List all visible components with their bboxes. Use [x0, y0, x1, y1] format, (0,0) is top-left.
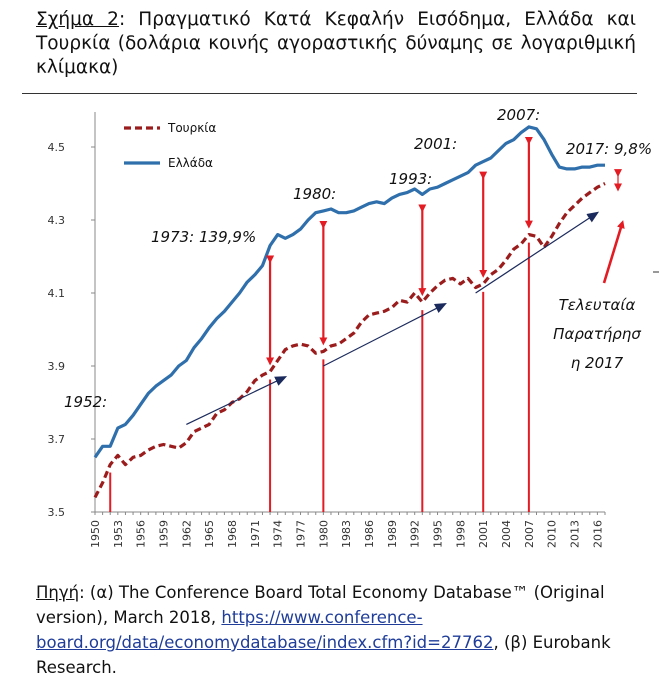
annotation-1952: 1952:	[64, 393, 108, 411]
chart-legend	[124, 121, 216, 170]
x-tick-label: 1959	[157, 520, 171, 548]
x-tick-label: 1995	[431, 520, 445, 548]
x-tick-label: 1992	[408, 520, 422, 548]
x-tick-label: 1968	[226, 520, 240, 548]
source-note	[36, 580, 636, 680]
x-tick-label: 1986	[363, 520, 377, 548]
x-tick-label: 1989	[385, 520, 399, 548]
annotation-1980: 1980:	[293, 185, 337, 203]
y-tick-label: 4.5	[47, 141, 65, 154]
y-tick-label: 3.9	[47, 360, 65, 373]
x-tick-label: 1998	[454, 520, 468, 548]
x-tick-label: 1953	[111, 520, 125, 548]
chart-axes	[48, 112, 606, 548]
chart-annotations	[64, 106, 659, 411]
legend-label-greece: Ελλάδα	[168, 156, 213, 170]
x-tick-label: 1971	[248, 520, 262, 548]
source-link[interactable]: https://www.conference-board.org/data/economydatabase/index.cfm?id=27762	[36, 608, 494, 652]
x-tick-label: 1962	[180, 520, 194, 548]
x-tick-label: 1956	[134, 520, 148, 548]
x-tick-label: 2001	[477, 520, 491, 548]
last-observation-arrow	[604, 224, 622, 283]
source-text-1: : (α) The Conference Board Total Economy Database™ (Original version), March 2018,	[36, 583, 605, 627]
annotation-last-observation-line-1: Τελευταία	[558, 296, 636, 314]
figure-title-prefix: Σχήμα 2	[36, 9, 119, 30]
source-label: Πηγή	[36, 583, 80, 602]
chart-marks	[95, 127, 622, 512]
trend-arrow-2	[323, 304, 445, 366]
x-tick-label: 1983	[340, 520, 354, 548]
x-tick-label: 1950	[89, 520, 102, 548]
annotation-1993: 1993:	[389, 170, 433, 188]
y-tick-label: 3.5	[47, 506, 65, 519]
x-tick-label: 2013	[568, 520, 582, 548]
trend-arrow-3	[476, 213, 598, 293]
annotation-1973: 1973: 139,9%	[151, 228, 257, 246]
legend-label-turkey: Τουρκία	[168, 121, 217, 135]
annotation-2007: 2007:	[497, 106, 541, 124]
x-tick-label: 1965	[203, 520, 217, 548]
x-tick-label: 2004	[500, 520, 514, 548]
annotation-2001: 2001:	[414, 135, 458, 153]
y-tick-label: 3.7	[47, 433, 65, 446]
x-tick-label: 2010	[545, 520, 559, 548]
annotation-2017: 2017: 9,8%	[566, 140, 653, 158]
annotation-last-observation-line-2: Παρατήρησ	[553, 325, 641, 343]
x-tick-label: 2007	[522, 520, 536, 548]
source-text-2: , (β) Eurobank Research.	[36, 633, 611, 677]
x-tick-label: 2016	[591, 520, 605, 548]
x-tick-label: 1974	[271, 520, 285, 548]
figure-title-text: : Πραγματικό Κατά Κεφαλήν Εισόδημα, Ελλάδα και Τουρκία (δολάρια κοινής αγοραστικής δύναμης σε λογαριθμική κλίμακα)	[36, 9, 636, 78]
y-tick-label: 4.3	[47, 214, 65, 227]
x-tick-label: 1977	[294, 520, 308, 548]
y-tick-label: 4.1	[47, 287, 65, 300]
annotation-last-observation-line-3: η 2017	[570, 354, 624, 372]
x-tick-label: 1980	[317, 520, 331, 548]
